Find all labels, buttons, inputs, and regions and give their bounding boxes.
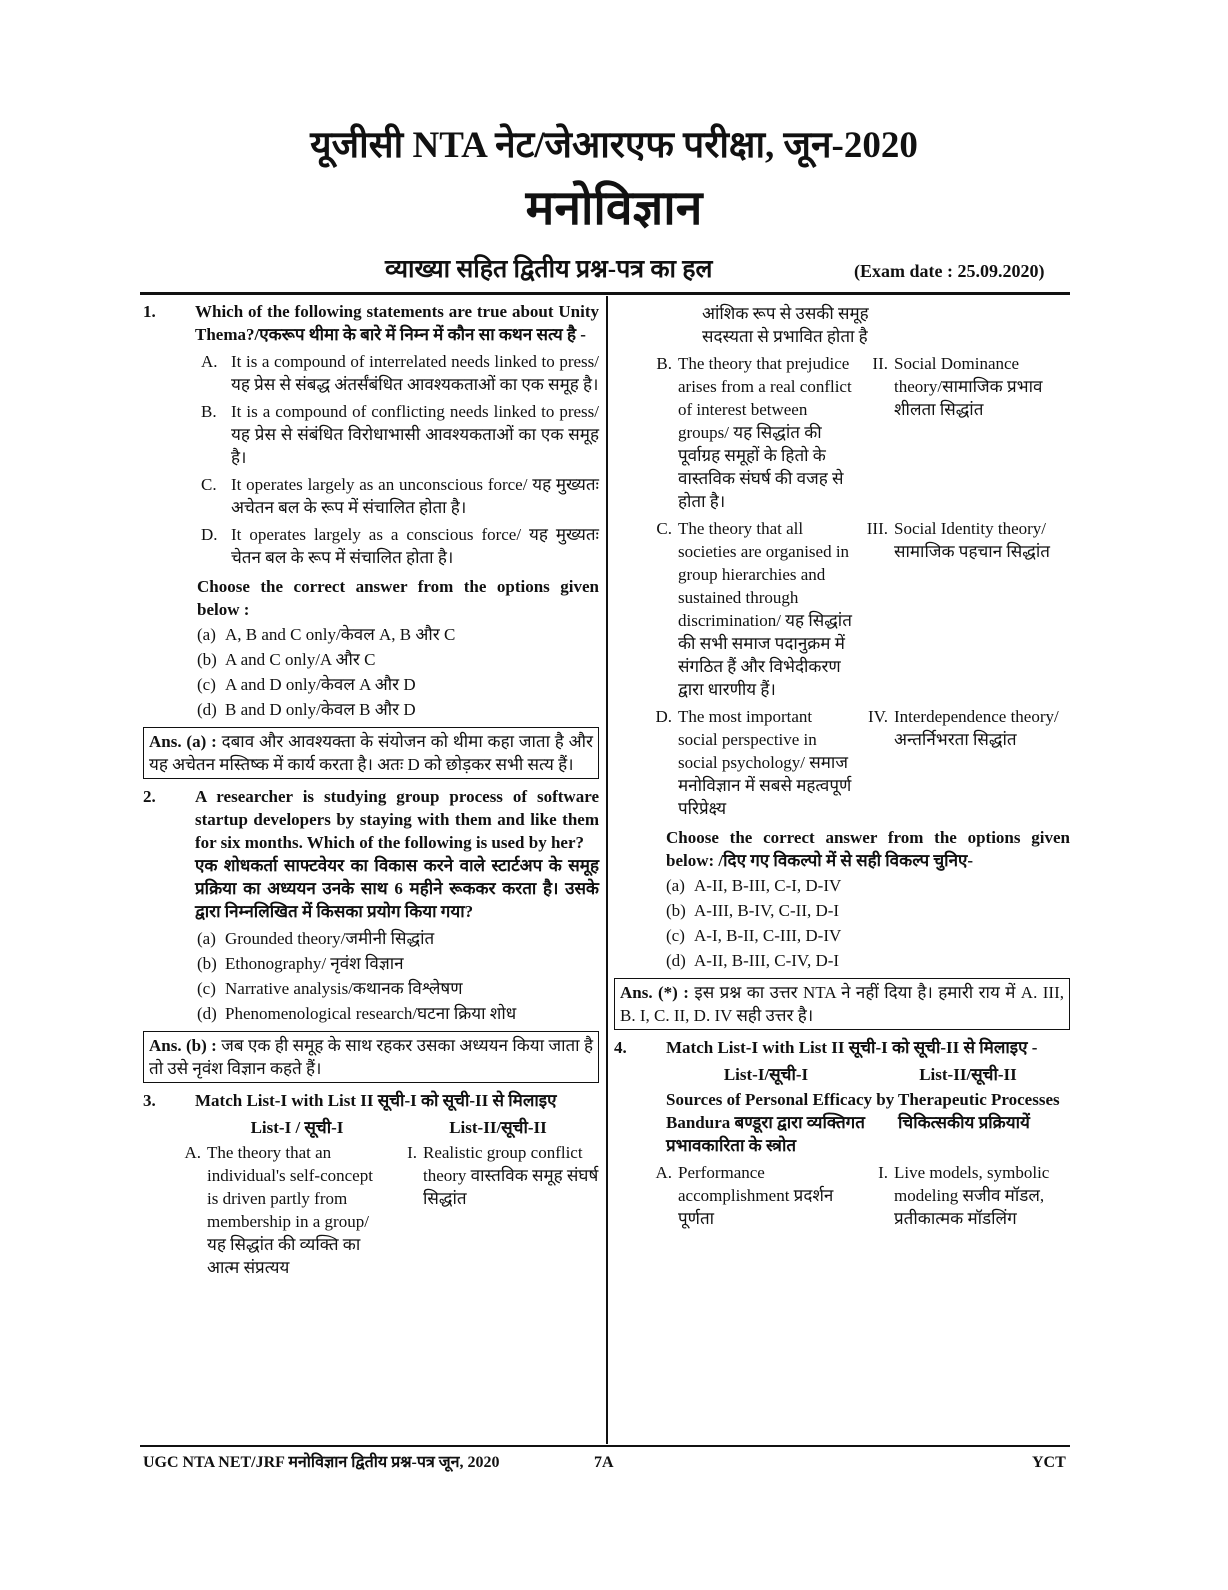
- option: [197, 952, 599, 975]
- match-row: [173, 1141, 599, 1279]
- option: [666, 949, 1070, 972]
- option: [197, 977, 599, 1000]
- list1-item: The most important social perspective in social psychology/ समाज मनोविज्ञान में सबसे महत्वपूर्ण परिप्रेक्ष्य: [678, 707, 852, 818]
- options: [197, 927, 599, 1025]
- list1-item: The theory that an individual's self-concept is driven partly from membership in a group/यह सिद्धांत की व्यक्ति का आत्म संप्रत्यय: [207, 1143, 373, 1277]
- option-key: (c): [197, 979, 216, 998]
- list1-header: List-I / सूची-I: [250, 1118, 344, 1137]
- answer-box: [143, 727, 599, 779]
- question-2: [143, 785, 599, 923]
- subject-title: मनोविज्ञान: [525, 182, 703, 235]
- option-key: (d): [666, 951, 686, 970]
- answer-text: दबाव और आवश्यक्ता के संयोजन को थीमा कहा जाता है और यह अचेतन मस्तिष्क में कार्य करता है। अतः D को छोड़कर सभी सत्य हैं।: [149, 732, 593, 774]
- answer-box: [614, 978, 1070, 1030]
- answer-label: Ans. (*) :: [620, 983, 689, 1002]
- list1-item: Performance accomplishment प्रदर्शन पूर्णता: [678, 1163, 834, 1228]
- option-text: A, B and C only/केवल A, B और C: [225, 625, 456, 644]
- paper-subtitle: व्याख्या सहित द्वितीय प्रश्न-पत्र का हल: [385, 256, 713, 283]
- statement-text: It is a compound of interrelated needs linked to press/यह प्रेस से संबद्ध अंतर्संबंधित आवश्यकताओं का एक समूह है।: [231, 352, 599, 394]
- question-3: [143, 1089, 599, 1112]
- exam-date: (Exam date : 25.09.2020): [854, 261, 1045, 281]
- option: [666, 924, 1070, 947]
- question-text-hi: एक शोधकर्ता साफ्टवेयर का विकास करने वाले स्टार्टअप के समूह प्रक्रिया का अध्ययन उनके साथ 6 महीने रूककर करता है। उसके द्वारा निम्नलिखित में किसका प्रयोग किया गया?: [195, 856, 599, 921]
- question-number: 2.: [143, 787, 156, 806]
- list2-subheader: Therapeutic Processes चिकित्सकीय प्रक्रियायें: [898, 1090, 1060, 1132]
- answer-text: जब एक ही समूह के साथ रहकर उसका अध्ययन किया जाता है तो उसे नृवंश विज्ञान कहते हैं।: [149, 1036, 594, 1078]
- question-1: [143, 300, 599, 346]
- statement-text: It operates largely as an unconscious force/ यह मुख्यतः अचेतन बल के रूप में संचालित होता है।: [231, 475, 599, 517]
- match-row: [644, 352, 1070, 513]
- paper-title: यूजीसी NTA नेट/जेआरएफ परीक्षा, जून-2020: [310, 125, 918, 166]
- list1-subheader: Sources of Personal Efficacy by Bandura बण्डूरा द्वारा व्यक्तिगत प्रभावकारिता के स्त्रोत: [666, 1090, 895, 1155]
- list2-item: Realistic group conflict theory वास्तविक समूह संघर्ष सिद्धांत: [423, 1143, 599, 1208]
- top-rule: [140, 292, 1070, 295]
- statement: [201, 400, 599, 469]
- option-key: (a): [197, 929, 216, 948]
- statement-key: D.: [201, 525, 218, 544]
- match-continuation: आंशिक रूप से उसकी समूह सदस्यता से प्रभावित होता है: [702, 304, 869, 346]
- option: [197, 698, 599, 721]
- choose-instruction: Choose the correct answer from the options given below :: [197, 577, 599, 619]
- answer-text: इस प्रश्न का उत्तर NTA ने नहीं दिया है। हमारी राय में A. III, B. I, C. II, D. IV सही उत्तर है।: [620, 983, 1064, 1025]
- option-text: A and C only/A और C: [225, 650, 376, 669]
- footer-title: UGC NTA NET/JRF मनोविज्ञान द्वितीय प्रश्न-पत्र जून, 2020: [143, 1454, 500, 1471]
- right-column: [614, 302, 1070, 1232]
- list1-key: C.: [656, 519, 672, 538]
- list-headers: [197, 1116, 599, 1139]
- list1-item: The theory that all societies are organised in group hierarchies and sustained through discrimination/ यह सिद्धांत की सभी समाज पदानुक्रम में संगठित हैं और विभेदीकरण द्वारा धारणीय हैं।: [678, 519, 852, 699]
- options: [666, 874, 1070, 972]
- list-subheaders: [666, 1088, 1070, 1157]
- list2-item: Social Dominance theory/सामाजिक प्रभाव शीलता सिद्धांत: [894, 354, 1043, 419]
- option-text: Phenomenological research/घटना क्रिया शोध: [225, 1004, 517, 1023]
- option-key: (b): [197, 650, 217, 669]
- match-row: [644, 705, 1070, 820]
- list1-key: A.: [655, 1163, 672, 1182]
- list2-header: List-II/सूची-II: [449, 1118, 547, 1137]
- option-text: A-III, B-IV, C-II, D-I: [694, 901, 840, 920]
- list2-key: IV.: [868, 707, 888, 726]
- question-number: 1.: [143, 302, 156, 321]
- column-divider: [606, 296, 608, 1444]
- list2-header: List-II/सूची-II: [919, 1065, 1017, 1084]
- question-text: Match List-I with List II सूची-I को सूची-II से मिलाइए -: [666, 1038, 1038, 1057]
- option-text: Narrative analysis/कथानक विश्लेषण: [225, 979, 463, 998]
- statement-text: It is a compound of conflicting needs linked to press/यह प्रेस से संबंधित विरोधाभासी आवश्यकताओं का एक समूह है।: [231, 402, 599, 467]
- option-text: A-II, B-III, C-I, D-IV: [694, 876, 842, 895]
- option: [666, 874, 1070, 897]
- option-key: (c): [197, 675, 216, 694]
- option-key: (a): [197, 625, 216, 644]
- option-text: Ethonography/ नृवंश विज्ञान: [225, 954, 404, 973]
- statement-key: C.: [201, 475, 217, 494]
- option-text: A and D only/केवल A और D: [225, 675, 416, 694]
- choose-instruction: Choose the correct answer from the options given below: /दिए गए विकल्पो में से सही विकल्प चुनिए-: [666, 828, 1070, 870]
- match-row: [644, 517, 1070, 701]
- list2-key: I.: [407, 1143, 417, 1162]
- question-number: 4.: [614, 1038, 627, 1057]
- question-4: [614, 1036, 1070, 1059]
- option-key: (b): [197, 954, 217, 973]
- list2-item: Interdependence theory/अन्तर्निभरता सिद्धांत: [894, 707, 1059, 749]
- statement-key: B.: [201, 402, 217, 421]
- question-text: Which of the following statements are true about Unity Thema?/एकरूप थीमा के बारे में निम्न में कौन सा कथन सत्य है -: [195, 302, 599, 344]
- option: [666, 899, 1070, 922]
- list1-key: A.: [184, 1143, 201, 1162]
- answer-label: Ans. (b) :: [149, 1036, 217, 1055]
- statement-text: It operates largely as a conscious force/ यह मुख्यतः चेतन बल के रूप में संचालित होता है।: [231, 525, 599, 567]
- left-column: [143, 300, 599, 1281]
- option-text: Grounded theory/जमीनी सिद्धांत: [225, 929, 435, 948]
- option-key: (b): [666, 901, 686, 920]
- footer-publisher: YCT: [1032, 1454, 1066, 1471]
- option-key: (c): [666, 926, 685, 945]
- statement: [201, 523, 599, 569]
- match-row: [644, 1161, 1070, 1230]
- option: [197, 1002, 599, 1025]
- statement-key: A.: [201, 352, 218, 371]
- list-headers: [666, 1063, 1070, 1086]
- list2-item: Social Identity theory/सामाजिक पहचान सिद्धांत: [894, 519, 1050, 561]
- option: [197, 623, 599, 646]
- option: [197, 927, 599, 950]
- option-text: B and D only/केवल B और D: [225, 700, 416, 719]
- question-text-en: A researcher is studying group process of software startup developers by staying with them and like them for six months. Which of the following is used by her?: [195, 787, 599, 852]
- bottom-rule: [140, 1445, 1070, 1447]
- option: [197, 648, 599, 671]
- question-number: 3.: [143, 1091, 156, 1110]
- option-key: (d): [197, 1004, 217, 1023]
- option-text: A-I, B-II, C-III, D-IV: [694, 926, 842, 945]
- list1-item: The theory that prejudice arises from a real conflict of interest between groups/ यह सिद्धांत की पूर्वाग्रह समूहों के हितो के वास्तविक संघर्ष की वजह से होता है।: [678, 354, 852, 511]
- option: [197, 673, 599, 696]
- list2-item: Live models, symbolic modeling सजीव मॉडल, प्रतीकात्मक मॉडलिंग: [894, 1163, 1050, 1228]
- statement: [201, 473, 599, 519]
- options: [197, 623, 599, 721]
- answer-label: Ans. (a) :: [149, 732, 217, 751]
- page-number: 7A: [594, 1454, 614, 1471]
- option-key: (d): [197, 700, 217, 719]
- question-text: [195, 785, 599, 923]
- list1-key: B.: [656, 354, 672, 373]
- statement: [201, 350, 599, 396]
- list1-key: D.: [655, 707, 672, 726]
- answer-box: [143, 1031, 599, 1083]
- list2-key: III.: [866, 519, 888, 538]
- option-text: A-II, B-III, C-IV, D-I: [694, 951, 840, 970]
- option-key: (a): [666, 876, 685, 895]
- question-text: Match List-I with List II सूची-I को सूची-II से मिलाइए: [195, 1091, 557, 1110]
- list2-key: I.: [878, 1163, 888, 1182]
- list2-key: II.: [872, 354, 888, 373]
- list1-header: List-I/सूची-I: [723, 1065, 809, 1084]
